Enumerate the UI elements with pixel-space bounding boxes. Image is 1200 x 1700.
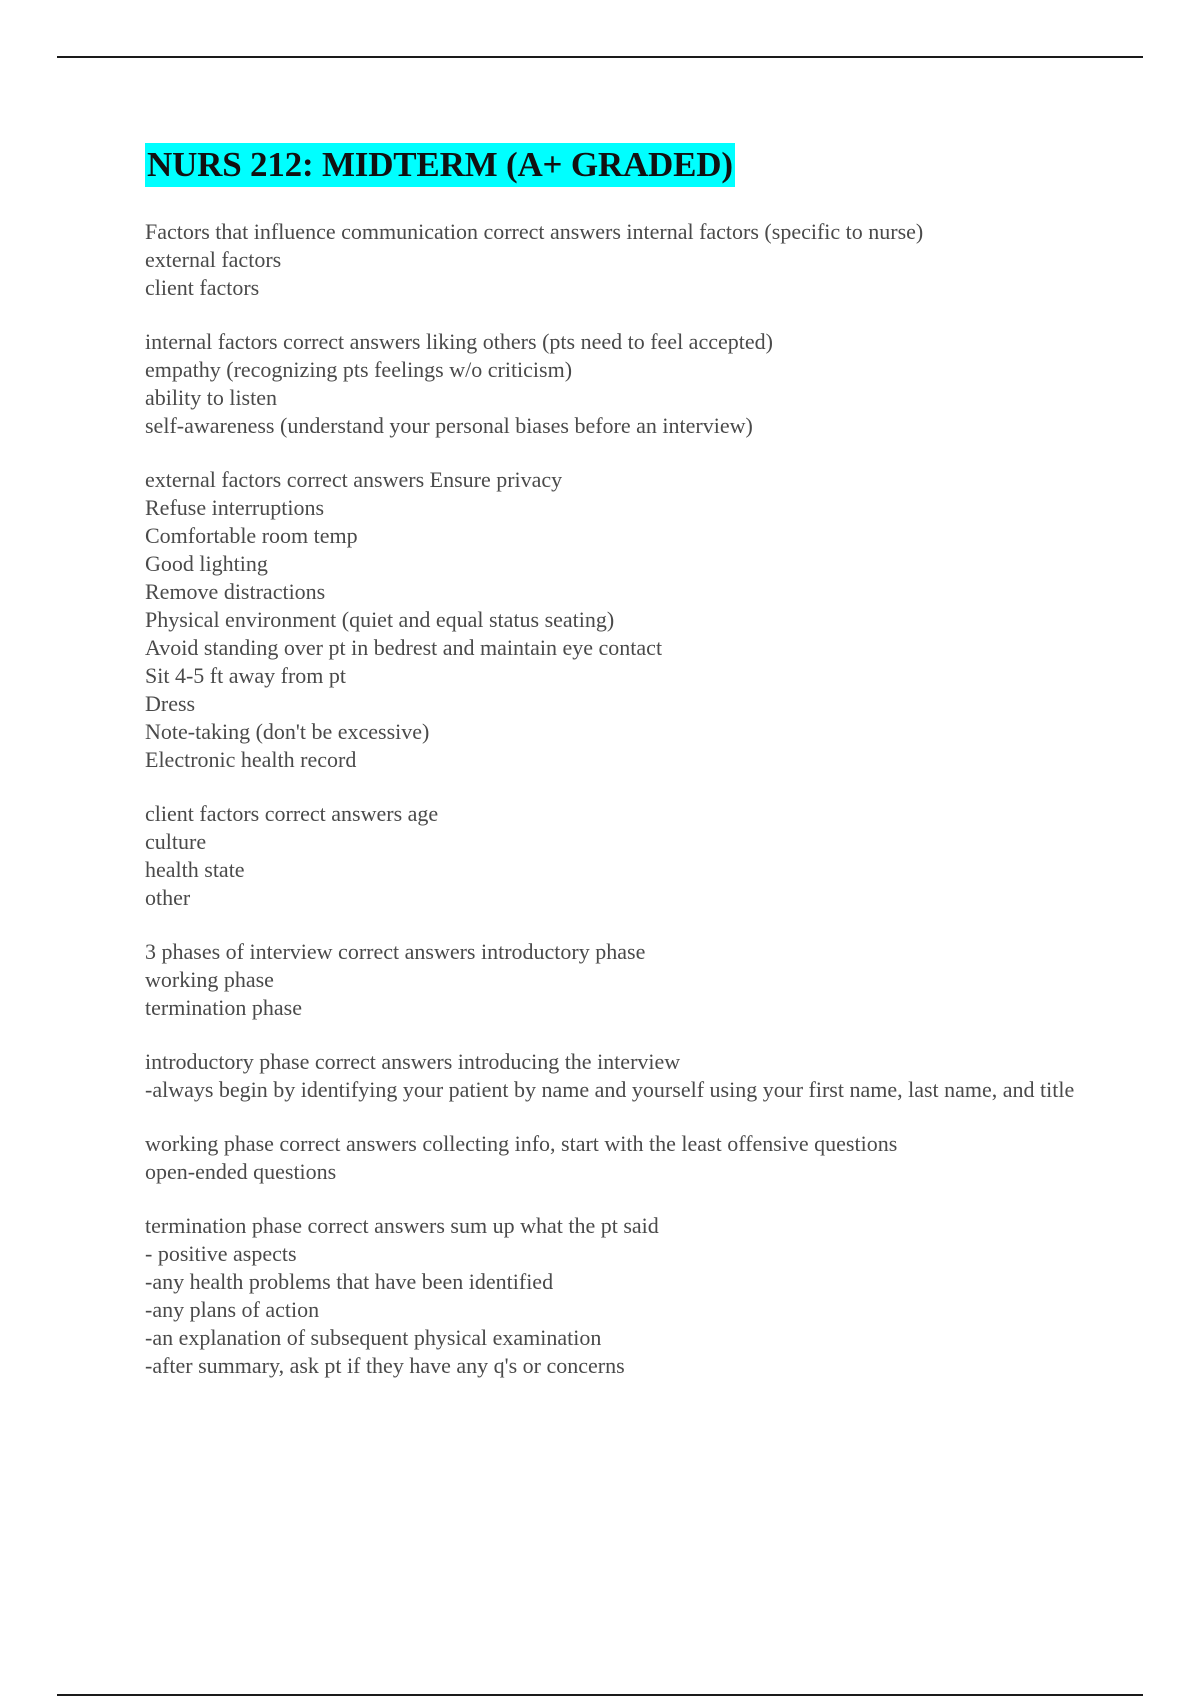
text-line: culture	[145, 829, 207, 854]
text-line: other	[145, 885, 191, 910]
text-line: ability to listen	[145, 385, 277, 410]
document-body	[145, 143, 1125, 1406]
text-line: Avoid standing over pt in bedrest and maintain eye contact	[145, 635, 663, 660]
text-line: Factors that influence communication correct answers internal factors (specific to nurse)	[145, 219, 924, 244]
qa-block-introductory-phase	[145, 1048, 1125, 1104]
text-line: Good lighting	[145, 551, 268, 576]
text-line: - positive aspects	[145, 1241, 297, 1266]
text-line: introductory phase correct answers introducing the interview	[145, 1049, 681, 1074]
text-line: -after summary, ask pt if they have any q's or concerns	[145, 1353, 625, 1378]
text-line: Remove distractions	[145, 579, 326, 604]
qa-block-external-factors	[145, 466, 1125, 774]
qa-block-client-factors	[145, 800, 1125, 912]
text-line: Refuse interruptions	[145, 495, 325, 520]
text-line: Dress	[145, 691, 196, 716]
text-line: Physical environment (quiet and equal status seating)	[145, 607, 615, 632]
document-title: NURS 212: MIDTERM (A+ GRADED)	[145, 143, 735, 187]
text-line: working phase correct answers collecting info, start with the least offensive questions	[145, 1131, 898, 1156]
text-line: -any plans of action	[145, 1297, 320, 1322]
text-line: self-awareness (understand your personal biases before an interview)	[145, 413, 753, 438]
text-line: client factors correct answers age	[145, 801, 439, 826]
text-line: external factors correct answers Ensure privacy	[145, 467, 563, 492]
text-line: -always begin by identifying your patient by name and yourself using your first name, last name, and title	[145, 1077, 1075, 1102]
text-line: internal factors correct answers liking others (pts need to feel accepted)	[145, 329, 773, 354]
text-line: -any health problems that have been identified	[145, 1269, 554, 1294]
text-line: 3 phases of interview correct answers introductory phase	[145, 939, 646, 964]
text-line: working phase	[145, 967, 274, 992]
text-line: external factors	[145, 247, 282, 272]
text-line: Sit 4-5 ft away from pt	[145, 663, 347, 688]
text-line: health state	[145, 857, 245, 882]
qa-block-working-phase	[145, 1130, 1125, 1186]
text-line: -an explanation of subsequent physical examination	[145, 1325, 602, 1350]
footer-rule	[57, 1694, 1143, 1696]
text-line: empathy (recognizing pts feelings w/o criticism)	[145, 357, 573, 382]
text-line: Note-taking (don't be excessive)	[145, 719, 430, 744]
qa-block-internal-factors	[145, 328, 1125, 440]
text-line: Electronic health record	[145, 747, 357, 772]
text-line: client factors	[145, 275, 260, 300]
text-line: termination phase correct answers sum up what the pt said	[145, 1213, 659, 1238]
header-rule	[57, 56, 1143, 58]
text-line: termination phase	[145, 995, 303, 1020]
qa-block-interview-phases	[145, 938, 1125, 1022]
qa-block-termination-phase	[145, 1212, 1125, 1380]
text-line: Comfortable room temp	[145, 523, 358, 548]
qa-block-communication-factors	[145, 218, 1125, 302]
text-line: open-ended questions	[145, 1159, 337, 1184]
title-wrapper	[145, 143, 1125, 196]
